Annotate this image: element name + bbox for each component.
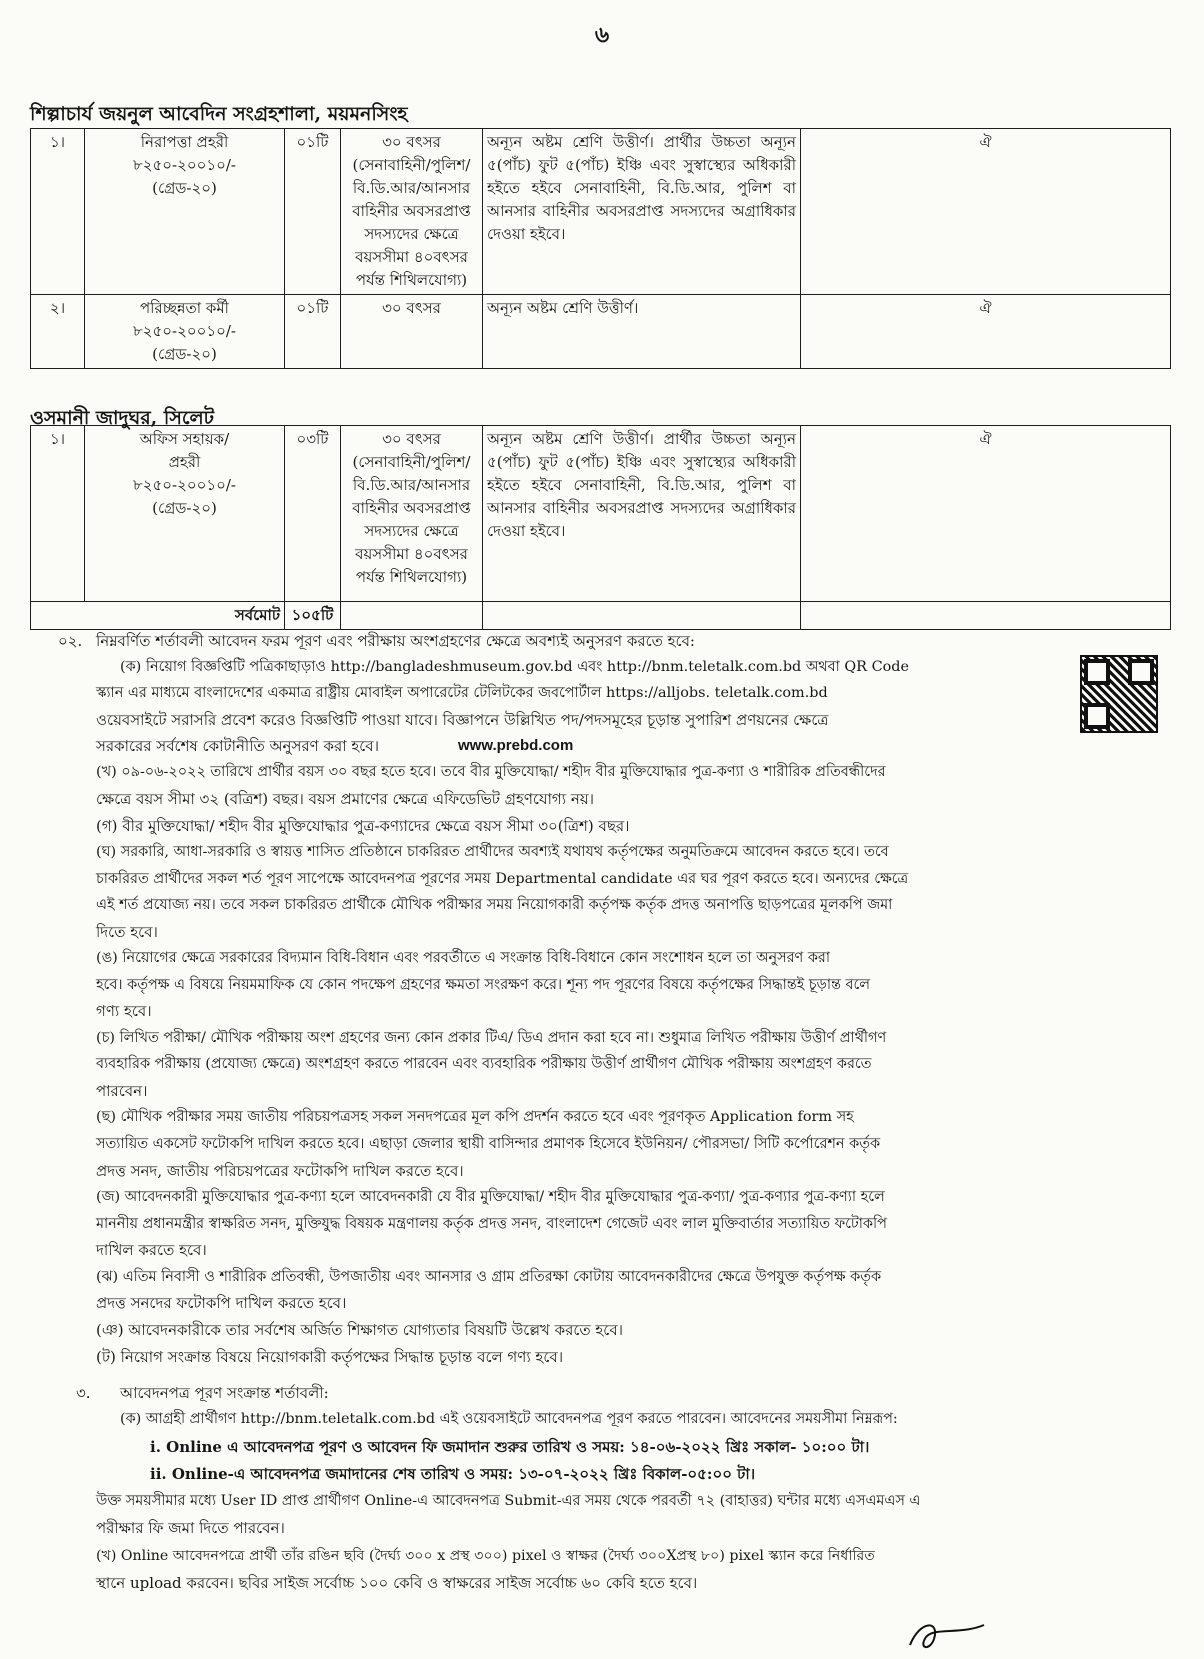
clause-3-line: স্থানে upload করবেন। ছবির সাইজ সর্বোচ্চ ১০০ কেবি ও স্বাক্ষরের সাইজ সর্বোচ্চ ৬০ কেবি হতে হবে। (96, 1574, 698, 1592)
signature-icon (900, 1615, 990, 1655)
age-line: ৩০ বৎসর (382, 133, 441, 151)
section-title-sylhet: ওসমানী জাদুঘর, সিলেট (30, 407, 215, 429)
age-cell (341, 295, 483, 369)
clause-3-item-i: i. Online এ আবেদনপত্র পূরণ ও আবেদন ফি জমাদান শুরুর তারিখ ও সময়: ১৪-০৬-২০২২ খ্রিঃ সকাল- ১০:০০ টা। (150, 1438, 870, 1456)
post-grade: (গ্রেড-২০) (152, 499, 217, 517)
qr-code-icon (1080, 655, 1158, 733)
section-title-mymensingh: শিল্পাচার্য জয়নুল আবেদিন সংগ্রহশালা, ময়মনসিংহ (30, 103, 408, 125)
post-name: অফিস সহায়ক/ (139, 430, 230, 448)
page-number: ৬ (594, 22, 610, 48)
clause-3-line: উক্ত সময়সীমার মধ্যে User ID প্রাপ্ত প্রার্থীগণ Online-এ আবেদনপত্র Submit-এর সময় থেকে পরবর্তী ৭২ (বাহাত্তর) ঘন্টার মধ্যে এসএমএস এ (96, 1493, 921, 1509)
age-line: (সেনাবাহিনী/পুলিশ/ (352, 453, 471, 471)
total-count: ১০৫টি (285, 602, 341, 630)
clause-3-item-ii: ii. Online-এ আবেদনপত্র জমাদানের শেষ তারিখ ও সময়: ১৩-০৭-২০২২ খ্রিঃ বিকাল-০৫:০০ টা। (150, 1465, 756, 1483)
clause-2-line: গণ্য হবে। (96, 1002, 152, 1020)
clause-2-line: ক্ষেত্রে বয়স সীমা ৩২ (বত্রিশ) বছর। বয়স প্রমাণের ক্ষেত্রে এফিডেভিট গ্রহণযোগ্য নয়। (96, 790, 595, 808)
clause-2-line: ওয়েবসাইটে সরাসরি প্রবেশ করেও বিজ্ঞপ্তিটি পাওয়া যাবে। বিজ্ঞাপনে উল্লিখিত পদ/পদসমূহের চূড়ান্ত সুপারিশ প্রণয়নের ক্ষেত্রে (96, 711, 829, 729)
age-line: বাহিনীর অবসরপ্রাপ্ত (352, 499, 471, 517)
age-line: বি.ডি.আর/আনসার (352, 179, 471, 197)
age-line: সদস্যদের ক্ষেত্রে (364, 522, 459, 540)
clause-2-line: (ঝ) এতিম নিবাসী ও শারীরিক প্রতিবন্ধী, উপজাতীয় এবং আনসার ও গ্রাম প্রতিরক্ষা কোটায় আবেদনকারীদের ক্ষেত্রে উপযুক্ত কর্তৃপক্ষ কর্তৃক (96, 1269, 882, 1285)
age-line: ৩০ বৎসর (382, 430, 441, 448)
table-row (31, 129, 1171, 295)
clause-2-line: দাখিল করতে হবে। (96, 1241, 207, 1259)
sl-cell: ২। (31, 295, 85, 369)
clause-2-heading: নিম্নবর্ণিত শর্তাবলী আবেদন ফরম পূরণ এবং পরীক্ষায় অংশগ্রহণের ক্ষেত্রে অবশ্যই অনুসরণ করতে হবে: (96, 632, 695, 650)
age-line: ৩০ বৎসর (382, 299, 441, 317)
post-scale: ৮২৫০-২০০১০/- (133, 476, 236, 494)
clause-2-line: (খ) ০৯-০৬-২০২২ তারিখে প্রার্থীর বয়স ৩০ বছর হতে হবে। তবে বীর মুক্তিযোদ্ধা/ শহীদ বীর মুক্তিযোদ্ধার পুত্র-কণ্যা ও শারীরিক প্রতিবন্ধীদের (96, 764, 886, 780)
clause-2-line: (ট) নিয়োগ সংক্রান্ত বিষয়ে নিয়োগকারী কর্তৃপক্ষের সিদ্ধান্ত চূড়ান্ত বলে গণ্য হবে। (96, 1348, 564, 1366)
age-line: সদস্যদের ক্ষেত্রে (364, 225, 459, 243)
sl-cell: ১। (31, 129, 85, 295)
clause-2-line: প্রদত্ত সনদের ফটোকপি দাখিল করতে হবে। (96, 1294, 347, 1312)
clause-2-line: দিতে হবে। (96, 923, 158, 941)
clause-3-number: ৩. (76, 1384, 91, 1402)
clause-2-line: প্রদত্ত সনদ, জাতীয় পরিচয়পত্রের ফটোকপি দাখিল করতে হবে। (96, 1162, 464, 1180)
clause-2-line: (ক) নিয়োগ বিজ্ঞপ্তিটি পত্রিকাছাড়াও http://bangladeshmuseum.gov.bd এবং http://bnm.teletalk.com.bd অথবা QR Code (120, 659, 909, 675)
total-label: সর্বমোট (31, 602, 285, 630)
clause-2-line: এই শর্ত প্রযোজ্য নয়। তবে সকল চাকরিরত প্রার্থীকে মৌখিক পরীক্ষার সময় নিয়োগকারী কর্তৃপক্ষ কর্তৃক প্রদত্ত অনাপত্তি ছাড়পত্রের মূলকপি জমা (96, 897, 893, 913)
post-scale: ৮২৫০-২০০১০/- (133, 322, 236, 340)
remark-cell: ঐ (801, 295, 1171, 369)
age-cell (341, 426, 483, 602)
clause-2-number: ০২. (58, 632, 83, 650)
jobs-table-sylhet (30, 425, 1171, 630)
remark-cell: ঐ (801, 129, 1171, 295)
post-cell (85, 129, 285, 295)
age-cell (341, 129, 483, 295)
clause-2-line: চাকরিরত প্রার্থীদের সকল শর্ত পূরণ সাপেক্ষে আবেদনপত্র পূরণের সময় Departmental candidate এর ঘর পূরণ করতে হবে। অন্যদের ক্ষেত্রে (96, 871, 909, 887)
empty-cell (483, 602, 801, 630)
clause-2-line: (চ) লিখিত পরীক্ষা/ মৌখিক পরীক্ষায় অংশ গ্রহণের জন্য কোন প্রকার টিএ/ ডিএ প্রদান করা হবে না। শুধুমাত্র লিখিত পরীক্ষায় উত্তীর্ণ প্রার্থীগণ (96, 1030, 887, 1046)
post-cell (85, 295, 285, 369)
clause-2-line: (ঙ) নিয়োগের ক্ষেত্রে সরকারের বিদ্যমান বিধি-বিধান এবং পরবর্তীতে এ সংক্রান্ত বিধি-বিধানে কোন সংশোধন হলে তা অনুসরণ করা (96, 950, 830, 966)
watermark-url: www.prebd.com (458, 737, 574, 754)
count-cell: ০৩টি (285, 426, 341, 602)
age-line: বয়সসীমা ৪০বৎসর (355, 248, 468, 266)
empty-cell (801, 602, 1171, 630)
clause-3-line: পরীক্ষার ফি জমা দিতে পারবেন। (96, 1519, 285, 1537)
jobs-table-mymensingh (30, 128, 1171, 369)
clause-2-line: মাননীয় প্রধানমন্ত্রীর স্বাক্ষরিত সনদ, মুক্তিযুদ্ধ বিষয়ক মন্ত্রণালয় কর্তৃক প্রদত্ত সনদ, বাংলাদেশ গেজেট এবং লাল মুক্তিবার্তার সত্যায়িত ফটোকপি (96, 1216, 887, 1232)
clause-2-line: সরকারের সর্বশেষ কোটানীতি অনুসরণ করা হবে। (96, 737, 379, 755)
age-line: বাহিনীর অবসরপ্রাপ্ত (352, 202, 471, 220)
post-cell (85, 426, 285, 602)
sl-cell: ১। (31, 426, 85, 602)
clause-2-line: (ঞ) আবেদনকারীকে তার সর্বশেষ অর্জিত শিক্ষাগত যোগ্যতার বিষয়টি উল্লেখ করতে হবে। (96, 1321, 624, 1339)
age-line: বি.ডি.আর/আনসার (352, 476, 471, 494)
clause-3-line: (খ) Online আবেদনপত্রে প্রার্থী তাঁর রঙিন ছবি (দৈর্ঘ্য ৩০০ x প্রস্থ ৩০০) pixel ও স্বাক্ষর (দৈর্ঘ্য ৩০০Xপ্রস্থ ৮০) pixel স্ক্যান করে নির্ধারিত (96, 1548, 875, 1564)
table-row (31, 295, 1171, 369)
clause-2-line: ব্যবহারিক পরীক্ষায় (প্রযোজ্য ক্ষেত্রে) অংশগ্রহণ করতে পারবেন এবং ব্যবহারিক পরীক্ষায় উত্তীর্ণ প্রার্থীগণ মৌখিক পরীক্ষায় অংশগ্রহণ করতে (96, 1056, 872, 1072)
clause-2-line: হবে। কর্তৃপক্ষ এ বিষয়ে নিয়মমাফিক যে কোন পদক্ষেপ গ্রহণের ক্ষমতা সংরক্ষণ করে। শূন্য পদ পূরণের বিষয়ে কর্তৃপক্ষের সিদ্ধান্তই চূড়ান্ত বলে (96, 977, 870, 993)
post-scale: ৮২৫০-২০০১০/- (133, 156, 236, 174)
clause-2-line: (জ) আবেদনকারী মুক্তিযোদ্ধার পুত্র-কণ্যা হলে আবেদনকারী যে বীর মুক্তিযোদ্ধা/ শহীদ বীর মুক্তিযোদ্ধার পুত্র-কণ্যা/ পুত্র-কণ্যার পুত্র-কণ্যা হলে (96, 1189, 885, 1205)
age-line: বয়সসীমা ৪০বৎসর (355, 545, 468, 563)
post-name: নিরাপত্তা প্রহরী (140, 133, 229, 151)
clause-2-line: (ঘ) সরকারি, আধা-সরকারি ও স্বায়ত্ত শাসিত প্রতিষ্ঠানে চাকরিরত প্রার্থীদের অবশ্যই যথাযথ কর্তৃপক্ষের অনুমতিক্রমে আবেদন করতে হবে। তবে (96, 844, 889, 860)
post-grade: (গ্রেড-২০) (152, 179, 217, 197)
age-line: পর্যন্ত শিথিলযোগ্য) (355, 271, 468, 289)
qualification-cell: অন্যূন অষ্টম শ্রেণি উত্তীর্ণ। প্রার্থীর উচ্চতা অন্যূন ৫(পাঁচ) ফুট ৫(পাঁচ) ইঞ্চি এবং সুস্বাস্থ্যের অধিকারী হইতে হইবে সেনাবাহিনী, বি.ডি.আর, পুলিশ বা আনসার বাহিনীর অবসরপ্রাপ্ত সদস্যদের অগ্রাধিকার দেওয়া হইবে। (483, 129, 801, 295)
post-grade: (গ্রেড-২০) (152, 345, 217, 363)
clause-2-line: পারবেন। (96, 1082, 148, 1100)
empty-cell (341, 602, 483, 630)
table-row (31, 426, 1171, 602)
clause-3-heading: আবেদনপত্র পূরণ সংক্রান্ত শর্তাবলী: (120, 1384, 329, 1402)
count-cell: ০১টি (285, 129, 341, 295)
clause-2-line: (গ) বীর মুক্তিযোদ্ধা/ শহীদ বীর মুক্তিযোদ্ধার পুত্র-কণ্যাদের ক্ষেত্রে বয়স সীমা ৩০(ত্রিশ) বছর। (96, 817, 630, 835)
clause-2-line: (ছ) মৌখিক পরীক্ষার সময় জাতীয় পরিচয়পত্রসহ সকল সনদপত্রের মূল কপি প্রদর্শন করতে হবে এবং পূরণকৃত Application form সহ (96, 1109, 854, 1125)
clause-2-line: স্ক্যান এর মাধ্যমে বাংলাদেশের একমাত্র রাষ্ট্রীয় মোবাইল অপারেটের টেলিটকের জবপোর্টাল https://alljobs. teletalk.com.bd (96, 685, 828, 701)
remark-cell: ঐ (801, 426, 1171, 602)
total-row (31, 602, 1171, 630)
clause-2-line: সত্যায়িত একসেট ফটোকপি দাখিল করতে হবে। এছাড়া জেলার স্থায়ী বাসিন্দার প্রমাণক হিসেবে ইউনিয়ন/ পৌরসভা/ সিটি কর্পোরেশন কর্তৃক (96, 1136, 881, 1152)
qualification-cell: অন্যূন অষ্টম শ্রেণি উত্তীর্ণ। প্রার্থীর উচ্চতা অন্যূন ৫(পাঁচ) ফুট ৫(পাঁচ) ইঞ্চি এবং সুস্বাস্থ্যের অধিকারী হইতে হইবে সেনাবাহিনী, বি.ডি.আর, পুলিশ বা আনসার বাহিনীর অবসরপ্রাপ্ত সদস্যদের অগ্রাধিকার দেওয়া হইবে। (483, 426, 801, 602)
age-line: পর্যন্ত শিথিলযোগ্য) (355, 568, 468, 586)
post-name: প্রহরী (168, 453, 201, 471)
age-line: (সেনাবাহিনী/পুলিশ/ (352, 156, 471, 174)
post-name: পরিচ্ছন্নতা কর্মী (140, 299, 229, 317)
count-cell: ০১টি (285, 295, 341, 369)
clause-3-line-k: (ক) আগ্রহী প্রার্থীগণ http://bnm.teletalk.com.bd এই ওয়েবসাইটে আবেদনপত্র পূরণ করতে পারবেন। আবেদনের সময়সীমা নিম্নরূপ: (120, 1411, 898, 1427)
qualification-cell: অন্যূন অষ্টম শ্রেণি উত্তীর্ণ। (483, 295, 801, 369)
